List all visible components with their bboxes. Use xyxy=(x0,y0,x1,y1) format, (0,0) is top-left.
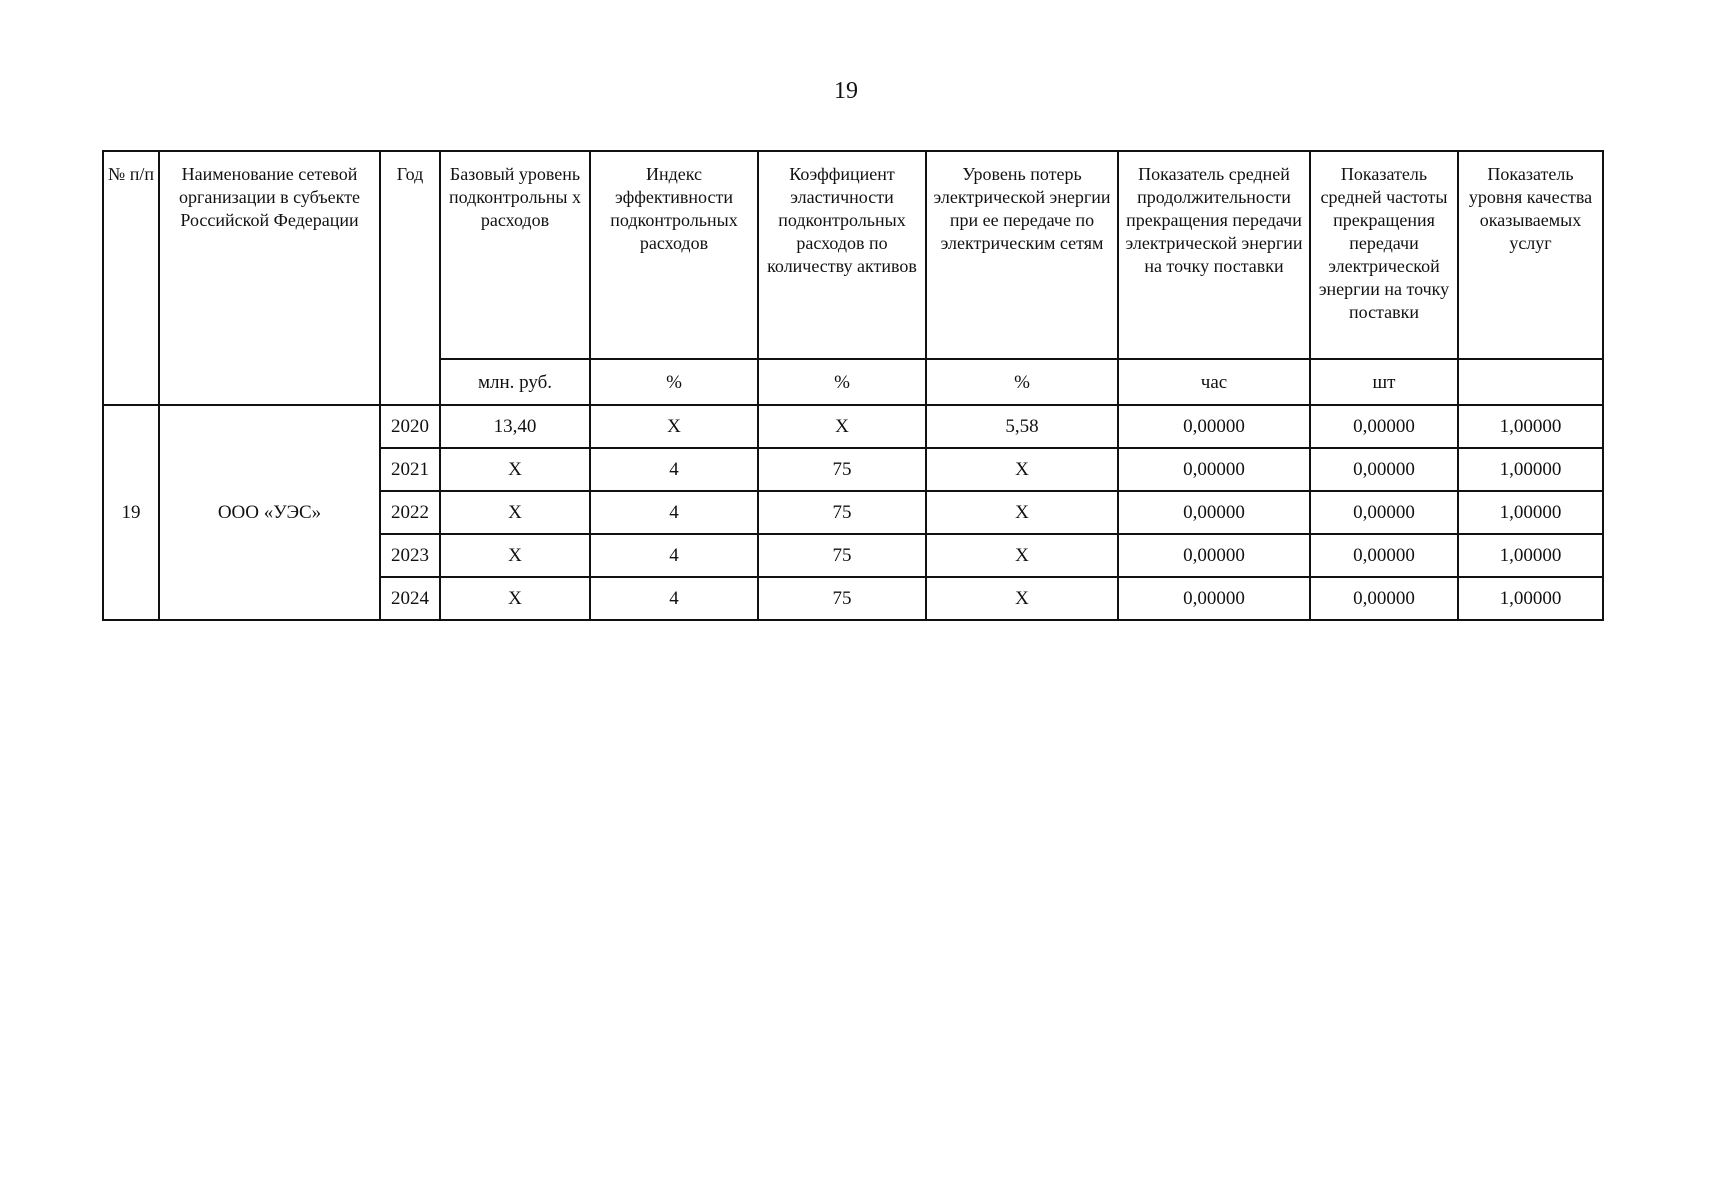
value-cell: 75 xyxy=(758,491,926,534)
value-cell: 75 xyxy=(758,577,926,620)
value-cell: 1,00000 xyxy=(1458,448,1603,491)
unit-cell xyxy=(1458,359,1603,405)
year-cell: 2021 xyxy=(380,448,440,491)
header-cell-losses: Уровень потерь электрической энергии при ее передаче по электрическим сетям xyxy=(926,151,1118,359)
value-cell: 0,00000 xyxy=(1310,577,1458,620)
value-cell: 0,00000 xyxy=(1118,577,1310,620)
header-cell-year: Год xyxy=(380,151,440,405)
unit-cell: час xyxy=(1118,359,1310,405)
value-cell: 5,58 xyxy=(926,405,1118,448)
header-cell-organization: Наименование сетевой организации в субъекте Российской Федерации xyxy=(159,151,380,405)
year-cell: 2020 xyxy=(380,405,440,448)
row-number-cell: 19 xyxy=(103,405,159,620)
value-cell: 75 xyxy=(758,534,926,577)
value-cell: 1,00000 xyxy=(1458,405,1603,448)
value-cell: 0,00000 xyxy=(1310,491,1458,534)
value-cell: 13,40 xyxy=(440,405,590,448)
header-cell-base-costs: Базовый уровень подконтрольны х расходов xyxy=(440,151,590,359)
value-cell: Х xyxy=(926,577,1118,620)
value-cell: 0,00000 xyxy=(1118,534,1310,577)
value-cell: 4 xyxy=(590,577,758,620)
unit-cell: млн. руб. xyxy=(440,359,590,405)
value-cell: 0,00000 xyxy=(1118,448,1310,491)
value-cell: Х xyxy=(926,491,1118,534)
unit-cell: % xyxy=(926,359,1118,405)
table-row xyxy=(103,405,1603,448)
value-cell: Х xyxy=(758,405,926,448)
header-cell-elasticity: Коэффициент эластичности подконтрольных расходов по количеству активов xyxy=(758,151,926,359)
value-cell: 1,00000 xyxy=(1458,577,1603,620)
value-cell: Х xyxy=(440,577,590,620)
value-cell: 4 xyxy=(590,448,758,491)
value-cell: 0,00000 xyxy=(1310,405,1458,448)
value-cell: Х xyxy=(440,491,590,534)
value-cell: 4 xyxy=(590,491,758,534)
value-cell: 0,00000 xyxy=(1310,448,1458,491)
organization-name-cell: ООО «УЭС» xyxy=(159,405,380,620)
value-cell: Х xyxy=(926,534,1118,577)
year-cell: 2024 xyxy=(380,577,440,620)
value-cell: Х xyxy=(440,448,590,491)
unit-cell: % xyxy=(590,359,758,405)
header-cell-number: № п/п xyxy=(103,151,159,405)
value-cell: Х xyxy=(926,448,1118,491)
value-cell: 0,00000 xyxy=(1118,405,1310,448)
unit-cell: шт xyxy=(1310,359,1458,405)
value-cell: Х xyxy=(440,534,590,577)
header-cell-duration: Показатель средней продолжительности прекращения передачи электрической энергии на точку поставки xyxy=(1118,151,1310,359)
header-row xyxy=(103,151,1603,359)
year-cell: 2022 xyxy=(380,491,440,534)
value-cell: Х xyxy=(590,405,758,448)
value-cell: 4 xyxy=(590,534,758,577)
data-table xyxy=(102,150,1604,621)
header-cell-efficiency-index: Индекс эффективности подконтрольных расходов xyxy=(590,151,758,359)
unit-cell: % xyxy=(758,359,926,405)
value-cell: 0,00000 xyxy=(1118,491,1310,534)
page-number: 19 xyxy=(834,78,858,104)
value-cell: 0,00000 xyxy=(1310,534,1458,577)
value-cell: 1,00000 xyxy=(1458,534,1603,577)
header-cell-frequency: Показатель средней частоты прекращения передачи электрической энергии на точку поставки xyxy=(1310,151,1458,359)
year-cell: 2023 xyxy=(380,534,440,577)
value-cell: 75 xyxy=(758,448,926,491)
header-cell-quality: Показатель уровня качества оказываемых услуг xyxy=(1458,151,1603,359)
value-cell: 1,00000 xyxy=(1458,491,1603,534)
